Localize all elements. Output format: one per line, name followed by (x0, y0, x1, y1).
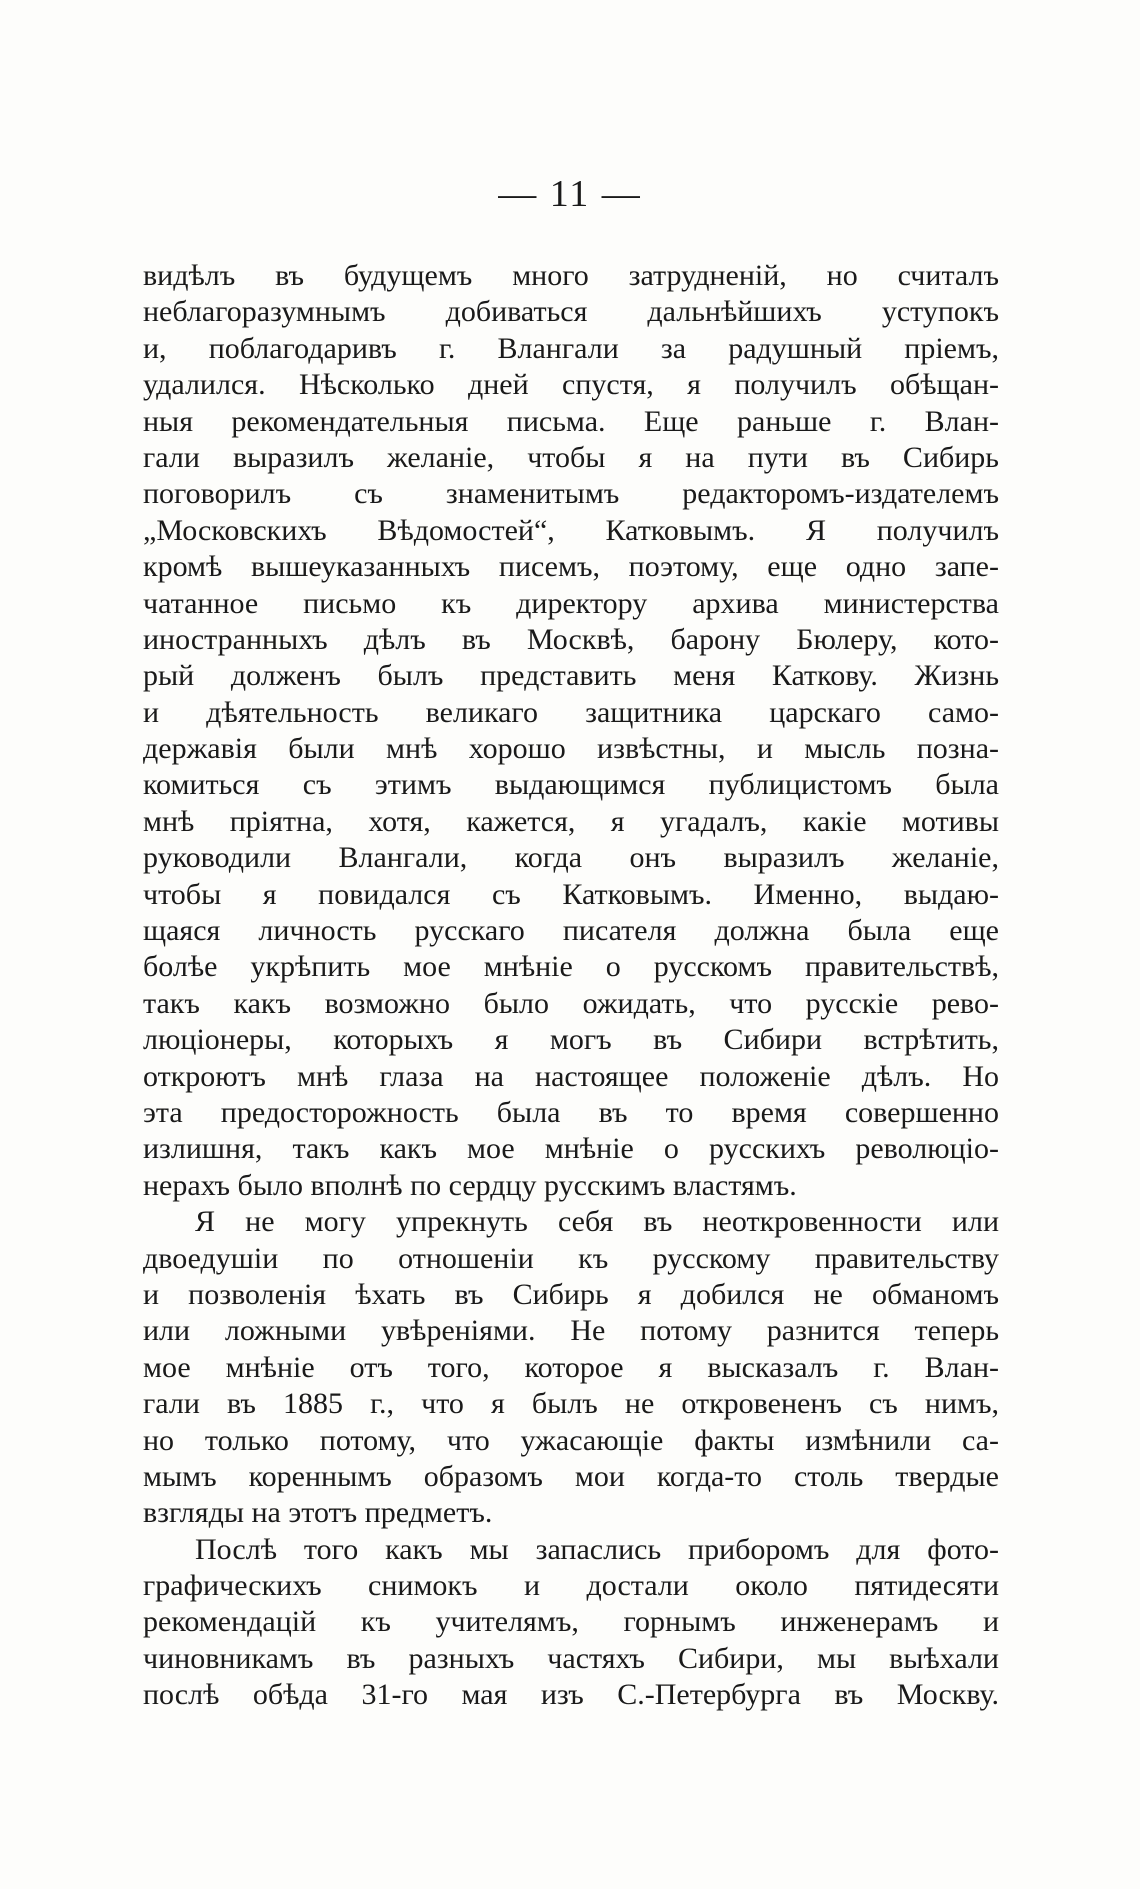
text-line: гали выразилъ желаніе, чтобы я на пути въ Сибирь (143, 440, 999, 474)
text-line: Я не могу упрекнуть себя въ неоткровенности или (195, 1205, 999, 1239)
text-line: чиновникамъ въ разныхъ частяхъ Сибири, мы выѣхали (143, 1641, 999, 1675)
paragraph-2 (143, 1204, 999, 1532)
text-line: удалился. Нѣсколько дней спустя, я получилъ обѣщан- (143, 368, 999, 402)
text-line: но только потому, что ужасающіе факты измѣнили са- (143, 1423, 999, 1457)
text-line: чтобы я повидался съ Катковымъ. Именно, выдаю- (143, 877, 999, 911)
text-line: державія были мнѣ хорошо извѣстны, и мысль позна- (143, 732, 999, 766)
text-line: или ложными увѣреніями. Не потому разнится теперь (143, 1314, 999, 1348)
text-line: эта предосторожность была въ то время совершенно (143, 1095, 999, 1129)
text-line: видѣлъ въ будущемъ много затрудненій, но считалъ (143, 259, 999, 292)
text-line: двоедушіи по отношеніи къ русскому правительству (143, 1241, 999, 1275)
text-line: графическихъ снимокъ и достали около пятидесяти (143, 1569, 999, 1603)
text-line: Послѣ того какъ мы запаслись приборомъ для фото- (195, 1532, 999, 1566)
text-line: мымъ кореннымъ образомъ мои когда-то столь твердые (143, 1459, 999, 1493)
page-number: — 11 — (498, 173, 642, 215)
text-line: неблагоразумнымъ добиваться дальнѣйшихъ уступокъ (143, 295, 999, 329)
text-line: мое мнѣніе отъ того, которое я высказалъ г. Влан- (143, 1350, 999, 1384)
text-line: кромѣ вышеуказанныхъ писемъ, поэтому, еще одно запе- (143, 550, 999, 584)
text-line: гали въ 1885 г., что я былъ не откровененъ съ нимъ, (143, 1387, 999, 1421)
text-line: откроютъ мнѣ глаза на настоящее положеніе дѣлъ. Но (143, 1059, 999, 1093)
paragraph-1 (143, 258, 999, 1204)
text-line: и позволенія ѣхать въ Сибирь я добился не обманомъ (143, 1277, 999, 1311)
text-line: иностранныхъ дѣлъ въ Москвѣ, барону Бюлеру, кото- (143, 622, 999, 656)
paragraph-3 (143, 1532, 999, 1714)
text-line: послѣ обѣда 31-го мая изъ С.-Петербурга въ Москву. (143, 1678, 999, 1712)
text-line: чатанное письмо къ директору архива министерства (143, 586, 999, 620)
text-line: люціонеры, которыхъ я могъ въ Сибири встрѣтить, (143, 1023, 999, 1057)
text-line: руководили Влангали, когда онъ выразилъ желаніе, (143, 841, 999, 875)
text-line: излишня, такъ какъ мое мнѣніе о русскихъ революціо- (143, 1132, 999, 1166)
text-line: рекомендацій къ учителямъ, горнымъ инженерамъ и (143, 1605, 999, 1639)
text-line: щаяся личность русскаго писателя должна была еще (143, 914, 999, 948)
text-line: комиться съ этимъ выдающимся публицистомъ была (143, 768, 999, 802)
text-line: и дѣятельность великаго защитника царскаго само- (143, 695, 999, 729)
body-text (143, 258, 999, 1714)
text-line: взгляды на этотъ предметъ. (143, 1496, 493, 1530)
text-line: и, поблагодаривъ г. Влангали за радушный пріемъ, (143, 331, 999, 365)
text-line: ныя рекомендательныя письма. Еще раньше г. Влан- (143, 404, 999, 438)
text-line: „Московскихъ Вѣдомостей“, Катковымъ. Я получилъ (143, 513, 999, 547)
text-line: такъ какъ возможно было ожидать, что русскіе рево- (143, 986, 999, 1020)
text-line: мнѣ пріятна, хотя, кажется, я угадалъ, какіе мотивы (143, 804, 999, 838)
text-line: поговорилъ съ знаменитымъ редакторомъ-издателемъ (143, 477, 999, 511)
text-line: рый долженъ былъ представить меня Каткову. Жизнь (143, 659, 999, 693)
text-line: нерахъ было вполнѣ по сердцу русскимъ властямъ. (143, 1168, 797, 1202)
text-line: болѣе укрѣпить мое мнѣніе о русскомъ правительствѣ, (143, 950, 999, 984)
